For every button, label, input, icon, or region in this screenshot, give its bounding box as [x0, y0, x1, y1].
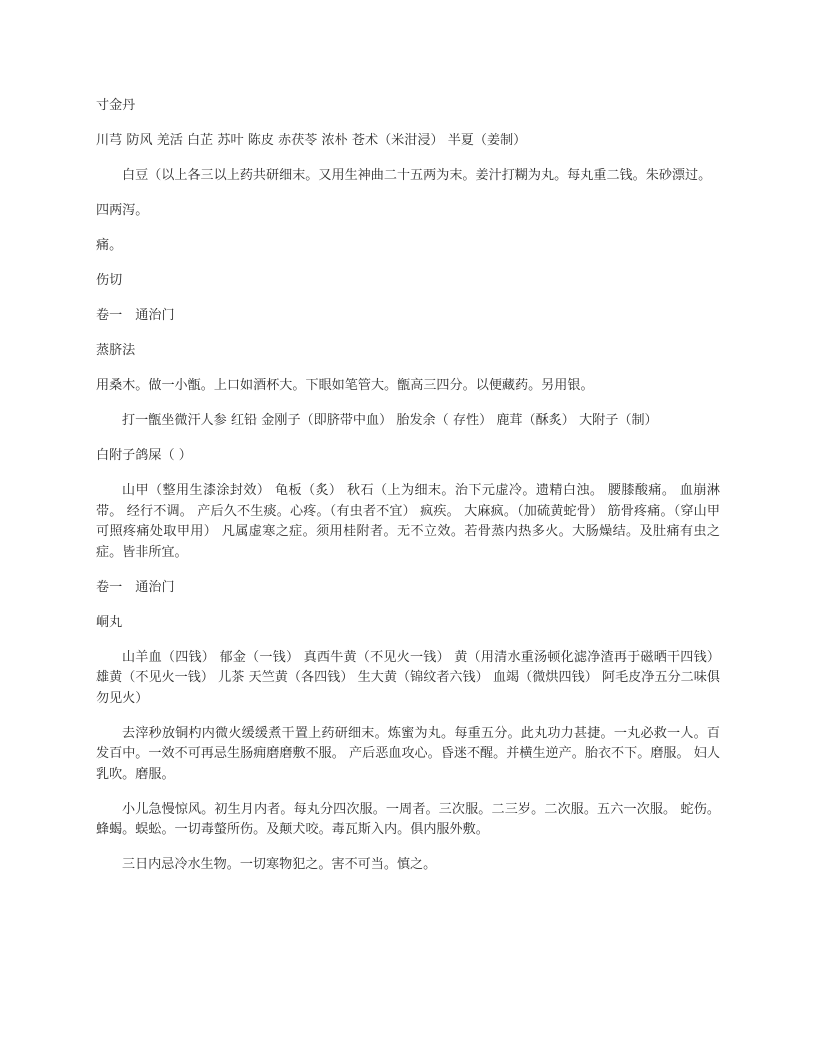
contraindication-body: 三日内忌冷水生物。一切寒物犯之。害不可当。慎之。 [122, 857, 437, 872]
document-text-column [96, 96, 720, 890]
formula-title-dongwan: 峒丸 [96, 614, 123, 630]
method-title-zhengqifa: 蒸脐法 [96, 343, 136, 358]
indications-body-shanjia: 山甲（整用生漆涂封效） 龟板（炙） 秋石（上为细末。治下元虚冷。遗精白浊。 腰膝酸痛。 血崩淋带。 经行不调。 产后久不生痰。心疼。（有虫者不宜） 疯疾。 大麻疯。（加硫黄蛇骨） 筋骨疼痛。（穿山甲可照疼痛处取甲用） 凡属虚寒之症。须用桂附者。无不立效。若骨蒸内热多火。大肠燥结。及肚痛有虫之症。皆非所宜。 [96, 483, 720, 560]
ingredient-list-line: 川芎 防风 羌活 白芷 苏叶 陈皮 赤茯苓 浓朴 苍术（米泔浸） 半夏（姜制） [96, 133, 527, 148]
preparation-instructions: 白豆（以上各三以上药共研细末。又用生神曲二十五两为末。姜汁打糊为丸。每丸重二钱。朱砂漂过。 [122, 168, 712, 183]
ingredient-line-baifuzi: 白附子鸽屎（ ） [96, 448, 192, 463]
formula-title-cunjindan: 寸金丹 [96, 98, 136, 113]
symptom-note-tong: 痛。 [96, 238, 123, 253]
preparation-body-dongwan: 去滓秒放铜杓内微火缓缓煮干置上药研细末。炼蜜为丸。每重五分。此丸功力甚捷。一丸必救一人。百发百中。一效不可再忌生肠痈磨磨敷不服。 产后恶血攻心。昏迷不醒。并横生逆产。胎衣不下。磨服。 妇人乳吹。磨服。 [96, 725, 720, 782]
volume-heading-juanyi-tongzhimen-1: 卷一 通治门 [96, 308, 175, 323]
pediatric-usage-body: 小儿急慢惊风。初生月内者。每丸分四次服。一周者。三次服。二三岁。二次服。五六一次服。 蛇伤。蜂蝎。蜈蚣。一切毒螫所伤。及颠犬咬。毒瓦斯入内。俱内服外敷。 [96, 801, 720, 837]
method-body-zhengqifa: 用桑木。做一小甑。上口如酒杯大。下眼如笔管大。甑高三四分。以便藏药。另用银。 [96, 378, 594, 393]
ingredient-list-dongwan: 山羊血（四钱） 郁金（一钱） 真西牛黄（不见火一钱） 黄（用清水重汤顿化滤净渣再于磁晒干四钱） 雄黄（不见火一钱） 儿茶 天竺黄（各四钱） 生大黄（锦纹者六钱） 血竭（微烘四钱） 阿毛皮净五分二味俱勿见火） [96, 649, 720, 706]
section-label-shangqie: 伤切 [96, 273, 123, 288]
dosage-note-siliangxie: 四两泻。 [96, 203, 149, 218]
volume-heading-juanyi-tongzhimen-2: 卷一 通治门 [96, 579, 175, 595]
ingredient-list-zhengqifa: 打一甑坐微汗人参 红铅 金刚子（即脐带中血） 胎发余（ 存性） 鹿茸（酥炙） 大附子（制） [122, 413, 658, 428]
